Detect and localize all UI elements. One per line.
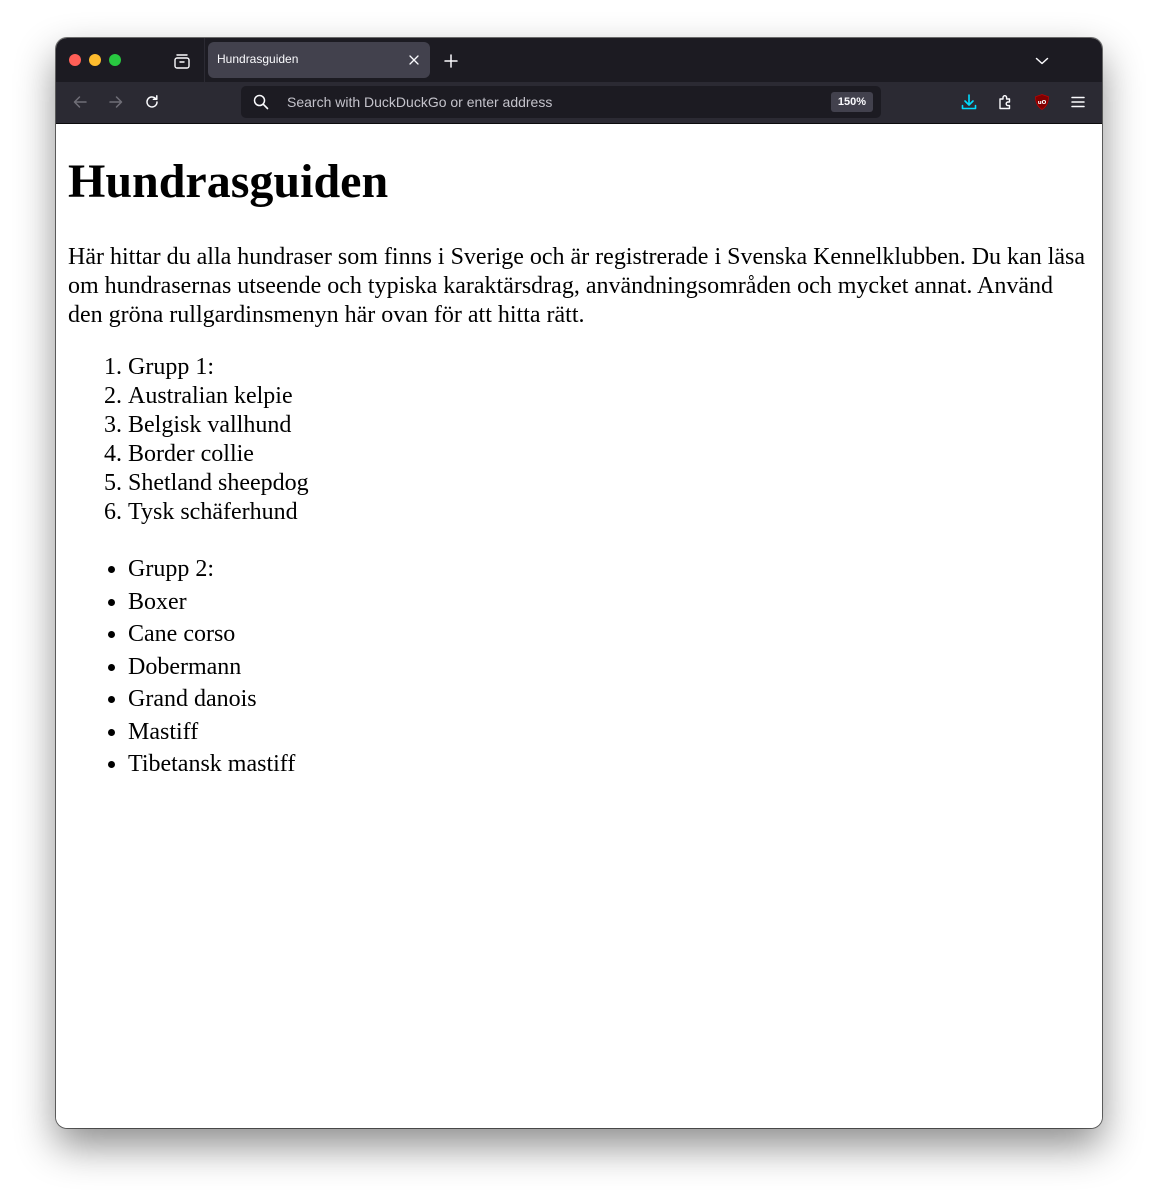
tab-title: Hundrasguiden	[217, 52, 299, 66]
forward-arrow-icon[interactable]	[103, 89, 129, 115]
url-bar[interactable]	[241, 86, 881, 118]
list-item: • Tibetansk mastiff	[128, 748, 295, 781]
list-item: 6. Tysk schäferhund	[128, 498, 309, 527]
list-item: 2. Australian kelpie	[128, 382, 309, 411]
tab-strip-divider	[204, 38, 205, 82]
list-item: • Dobermann	[128, 651, 295, 684]
close-icon[interactable]	[406, 52, 422, 68]
list-item: 3. Belgisk vallhund	[128, 411, 309, 440]
minimize-window-button[interactable]	[89, 54, 101, 66]
nav-toolbar	[56, 82, 1102, 124]
back-arrow-icon[interactable]	[67, 89, 93, 115]
list-item: • Cane corso	[128, 618, 295, 651]
group-2-list	[68, 553, 295, 781]
tab-strip	[56, 38, 1102, 82]
list-item: 4. Border collie	[128, 440, 309, 469]
list-item: • Grand danois	[128, 683, 295, 716]
list-item: • Boxer	[128, 586, 295, 619]
hamburger-menu-icon[interactable]	[1065, 89, 1091, 115]
group-1-list	[68, 353, 309, 527]
intro-paragraph: Här hittar du alla hundraser som finns i Sverige och är registrerade i Svenska Kennelklubben. Du kan läsa om hundrasernas utseende och typiska karaktärsdrag, användningsområden och mycket annat. Använd den gröna rullgardinsmenyn här ovan för att hitta rätt.	[68, 244, 1086, 328]
url-placeholder: Search with DuckDuckGo or enter address	[287, 94, 553, 110]
chevron-down-icon[interactable]	[1030, 50, 1054, 72]
ublock-origin-icon[interactable]	[1029, 89, 1055, 115]
plus-icon[interactable]	[440, 50, 462, 72]
page-title: Hundrasguiden	[68, 155, 389, 208]
zoom-window-button[interactable]	[109, 54, 121, 66]
svg-text:uO: uO	[1037, 100, 1047, 106]
list-item: • Grupp 2:	[128, 553, 295, 586]
tab-hundrasguiden[interactable]	[208, 42, 430, 78]
puzzle-icon[interactable]	[993, 89, 1019, 115]
list-item: 1. Grupp 1:	[128, 353, 309, 382]
list-item: • Mastiff	[128, 716, 295, 749]
tab-view-icon[interactable]	[170, 50, 194, 72]
zoom-level-badge[interactable]: 150%	[831, 92, 873, 112]
browser-window	[56, 38, 1102, 1128]
list-item: 5. Shetland sheepdog	[128, 469, 309, 498]
download-icon[interactable]	[956, 89, 982, 115]
close-window-button[interactable]	[69, 54, 81, 66]
reload-icon[interactable]	[139, 89, 165, 115]
page-content	[56, 124, 1102, 1128]
search-icon	[253, 94, 269, 110]
